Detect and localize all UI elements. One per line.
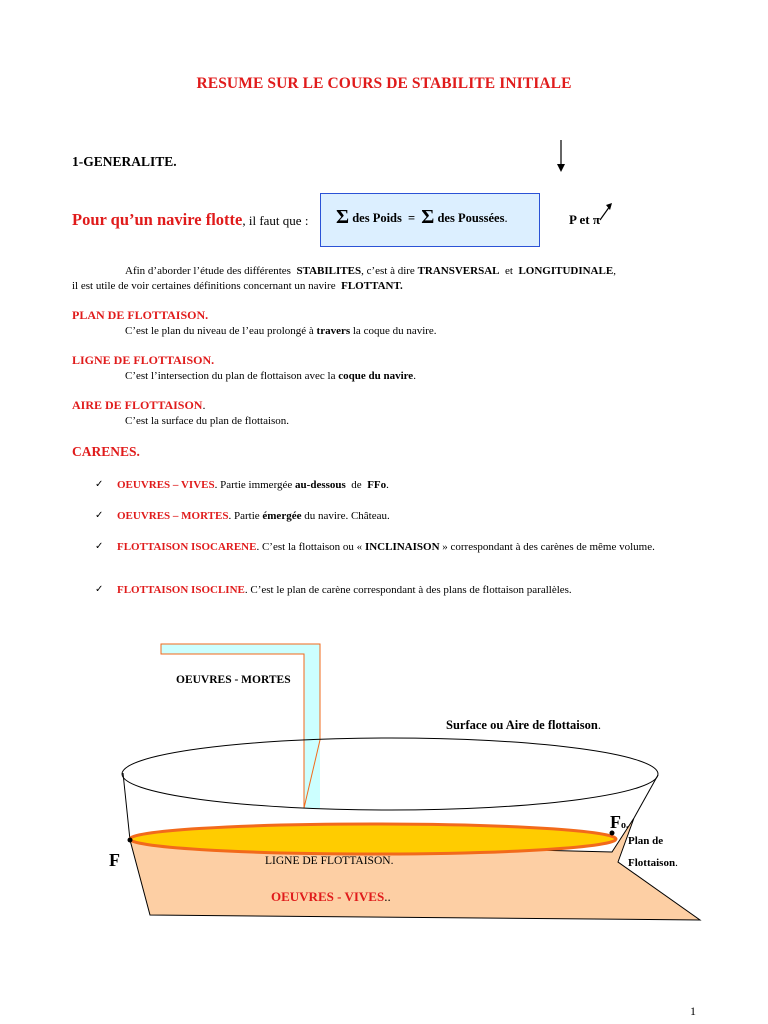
point-F (128, 838, 133, 843)
label-ligne: LIGNE DE FLOTTAISON. (265, 855, 394, 867)
check-icon: ✓ (95, 479, 104, 490)
document-title: RESUME SUR LE COURS DE STABILITE INITIALE (196, 75, 572, 92)
def-heading-ligne: LIGNE DE FLOTTAISON. (72, 353, 215, 367)
label-F: F (109, 850, 120, 870)
label-surface: Surface ou Aire de flottaison. (446, 718, 601, 732)
section-heading-generalite: 1-GENERALITE. (72, 154, 177, 169)
p-et-pi: P et π (569, 212, 600, 227)
hull-side-left (123, 773, 130, 840)
check-icon: ✓ (95, 541, 104, 552)
list-item: ✓ FLOTTAISON ISOCLINE. C’est le plan de carène correspondant à des plans de flottaison parallèles. (95, 584, 572, 596)
hull-side-right (634, 775, 658, 818)
list-item: ✓ OEUVRES – VIVES. Partie immergée au-dessous de FFo. (95, 479, 389, 491)
ship-diagram (0, 630, 768, 930)
def-heading-plan: PLAN DE FLOTTAISON. (72, 308, 209, 322)
intro-line-2: il est utile de voir certaines définitions concernant un navire FLOTTANT. (72, 280, 403, 292)
check-icon: ✓ (95, 510, 104, 521)
waterplane-ellipse (130, 824, 616, 854)
up-arrow-icon (596, 200, 616, 222)
def-text-plan: C’est le plan du niveau de l’eau prolongé à travers la coque du navire. (125, 325, 437, 337)
def-heading-aire: AIRE DE FLOTTAISON. (72, 398, 206, 412)
check-icon: ✓ (95, 584, 104, 595)
lead-sentence: Pour qu’un navire flotte, il faut que : (72, 210, 309, 229)
down-arrow-icon (553, 138, 569, 174)
def-text-aire: C’est la surface du plan de flottaison. (125, 415, 290, 427)
carenes-heading: CARENES. (72, 444, 140, 459)
page-number: 1 (690, 1004, 696, 1018)
def-text-ligne: C’est l’intersection du plan de flottaison avec la coque du navire. (125, 370, 416, 382)
equation-text: Σ des Poids = Σ des Poussées. (336, 206, 508, 228)
intro-line-1: Afin d’aborder l’étude des différentes STABILITES, c’est à dire TRANSVERSAL et LONGITUDINALE, (125, 265, 616, 277)
list-item: ✓ FLOTTAISON ISOCARENE. C’est la flottaison ou « INCLINAISON » correspondant à des carènes de même volume. (95, 541, 655, 553)
label-Fo: Fo. (610, 812, 629, 832)
label-plan-1: Plan de (628, 835, 664, 847)
label-oeuvres-mortes: OEUVRES - MORTES (176, 674, 291, 686)
label-oeuvres-vives: OEUVRES - VIVES.. (271, 889, 391, 904)
list-item: ✓ OEUVRES – MORTES. Partie émergée du navire. Château. (95, 510, 390, 522)
label-plan-2: Flottaison. (628, 857, 678, 869)
